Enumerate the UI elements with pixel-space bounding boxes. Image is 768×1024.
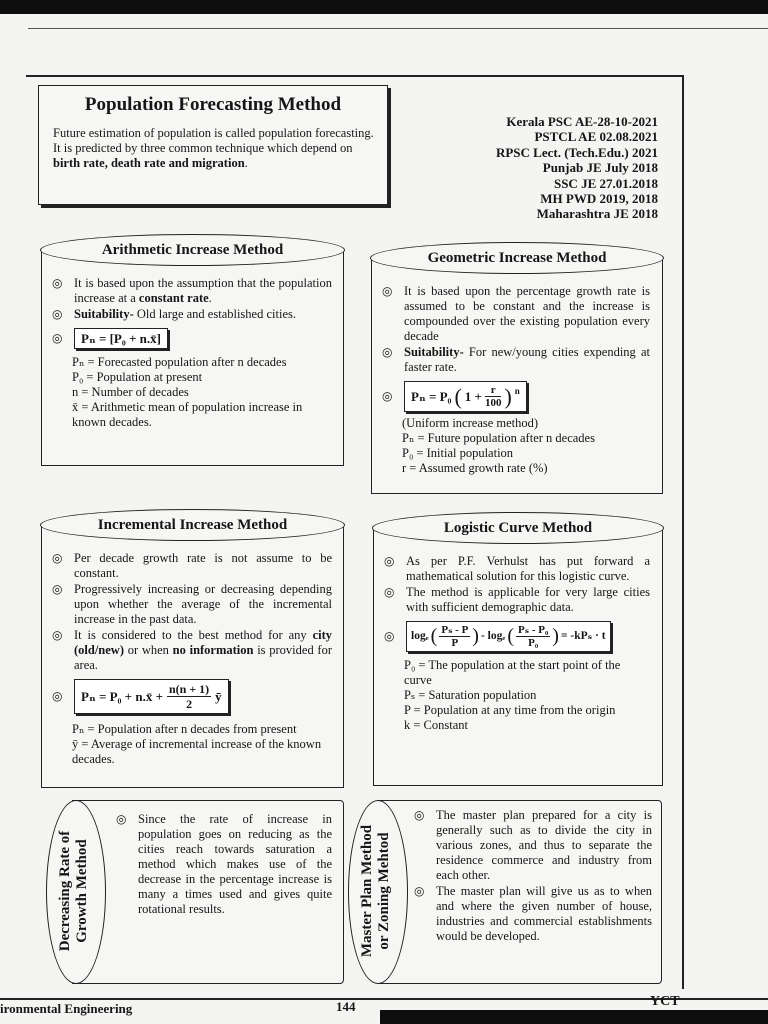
incremental-content [52, 551, 332, 767]
list-item [382, 284, 650, 344]
arithmetic-formula: Pₙ = [P₀ + n.x̄] [74, 328, 168, 349]
footer-page-number: 144 [336, 999, 356, 1014]
list-item [52, 628, 332, 673]
definition: P = Population at any time from the origin [404, 703, 616, 717]
list-item [52, 582, 332, 627]
formula-exponent: n [514, 386, 520, 396]
fraction [485, 384, 502, 409]
fraction-numerator: r [485, 384, 502, 397]
item-text [74, 307, 332, 322]
item-text-a: It is based upon the assumption that the population increase at a [74, 276, 332, 305]
definition: n = Number of decades [72, 385, 189, 399]
incremental-formula [74, 679, 229, 714]
decreasing-label [57, 801, 93, 981]
item-text: Since the rate of increase in population goes on reducing as the cities reach towards saturation a method which makes use of the decrease in the percentage increase is many a times used and gives quite rotational results. [138, 812, 332, 916]
item-bold: Suitability- [74, 307, 134, 321]
geometric-definitions [382, 416, 650, 476]
formula-row [384, 621, 650, 652]
logistic-content [384, 554, 650, 733]
paren-open: ( [507, 625, 515, 647]
definition: P₀ = The population at the start point of the curve [404, 658, 621, 687]
masterplan-label [359, 801, 395, 981]
bullet-icon: ◎ [52, 307, 63, 321]
exam-ref: Maharashtra JE 2018 [536, 206, 658, 222]
bullet-icon: ◎ [414, 808, 425, 822]
list-item [384, 554, 650, 584]
description-line-1: Future estimation of population is called population forecasting. [53, 126, 374, 140]
definition: Pₙ = Future population after n decades [402, 431, 595, 445]
decreasing-label-line1: Decreasing Rate of [57, 830, 73, 952]
bullet-icon: ◎ [384, 585, 395, 599]
geometric-formula [404, 381, 527, 412]
title-box [38, 85, 388, 205]
masterplan-label-line1: Master Plan Method [359, 824, 375, 958]
list-item [384, 585, 650, 615]
description-text: It is predicted by three common technique which depend on [53, 141, 353, 155]
geometric-heading: Geometric Increase Method [370, 242, 664, 274]
item-text: It is based upon the percentage growth rate is assumed to be constant and the increase is compounded over the existing population every decade [404, 284, 650, 343]
paren-open: ( [454, 384, 462, 409]
list-item [52, 551, 332, 581]
title-description [53, 126, 379, 171]
list-item [52, 307, 332, 322]
decreasing-content [116, 812, 332, 918]
arithmetic-heading: Arithmetic Increase Method [40, 234, 345, 266]
item-text [74, 628, 332, 673]
item-text: As per P.F. Verhulst has put forward a mathematical solution for this logistic curve. [406, 554, 650, 583]
bullet-icon: ◎ [384, 629, 395, 643]
fraction-denominator: P [451, 637, 459, 649]
exam-ref: Punjab JE July 2018 [542, 160, 658, 176]
list-item [414, 808, 652, 883]
formula-mid: - logₑ [480, 630, 506, 642]
paren-close: ) [504, 384, 512, 409]
footer-brand: YCT [650, 994, 680, 1009]
description-end: . [244, 156, 248, 170]
item-bold: constant rate [138, 291, 209, 305]
list-item [414, 884, 652, 944]
bullet-icon: ◎ [52, 582, 63, 596]
logistic-heading: Logistic Curve Method [372, 512, 664, 544]
item-text-b: Old large and established cities. [133, 307, 296, 321]
bullet-icon: ◎ [52, 276, 63, 290]
fraction-numerator: Pₛ - P [441, 624, 469, 636]
paren-close: ) [552, 625, 559, 647]
definition: Pₙ = Population after n decades from present [72, 722, 297, 736]
item-text-c: is provided for area. [74, 643, 332, 672]
exam-ref: RPSC Lect. (Tech.Edu.) 2021 [495, 144, 658, 160]
formula-lhs: Pₙ = P₀ + n.x̄ + [81, 689, 163, 704]
definition: x̄ = Arithmetic mean of population increase in known decades. [72, 400, 303, 429]
item-bold: Suitability- [404, 345, 464, 359]
item-text-b: For new/young cities expending at faster rate. [404, 345, 650, 374]
fraction [516, 624, 550, 649]
formula-row [52, 328, 332, 349]
fraction-numerator: n(n + 1) [168, 682, 210, 696]
arithmetic-definitions [52, 355, 332, 430]
fraction-denominator: P₀ [528, 637, 539, 649]
item-text [74, 276, 332, 306]
arithmetic-content [52, 276, 332, 430]
masterplan-label-line2: or Zoning Mehtod [376, 832, 392, 950]
item-text: Per decade growth rate is not assume to be constant. [74, 551, 332, 580]
formula-row [382, 381, 650, 412]
paren-open: ( [430, 625, 438, 647]
bullet-icon: ◎ [382, 389, 393, 403]
item-end: . [208, 291, 212, 305]
bullet-icon: ◎ [52, 331, 63, 345]
definition: r = Assumed growth rate (%) [402, 461, 548, 475]
formula-lhs: Pₙ = P₀ [411, 389, 452, 404]
bullet-icon: ◎ [384, 554, 395, 568]
item-text-a: It is considered to the best method for any [74, 628, 307, 642]
bullet-icon: ◎ [382, 284, 393, 298]
item-bold: no information [172, 643, 254, 657]
item-text [404, 345, 650, 375]
definition: ȳ = Average of incremental increase of the known decades. [72, 737, 322, 766]
exam-ref: SSC JE 27.01.2018 [553, 175, 658, 191]
item-text: Progressively increasing or decreasing depending upon whether the average of the incremental increase in the past data. [74, 582, 332, 626]
fraction [439, 624, 470, 649]
definition: k = Constant [404, 718, 468, 732]
fraction-denominator: 2 [186, 697, 193, 711]
formula-row [52, 679, 332, 714]
logistic-formula [406, 621, 611, 652]
logistic-definitions [384, 658, 650, 733]
fraction [167, 682, 211, 711]
formula-ybar: ȳ [215, 689, 222, 704]
formula-one: 1 + [464, 389, 482, 404]
item-text: The master plan will give us as to when and where the given number of house, industries and commercial establishments would be developed. [436, 884, 652, 943]
geometric-content [382, 284, 650, 476]
list-item [382, 345, 650, 375]
bullet-icon: ◎ [116, 812, 127, 826]
footer-subject: ironmental Engineering [0, 1001, 133, 1016]
exam-ref: Kerala PSC AE-28-10-2021 [506, 114, 658, 129]
description-bold: birth rate, death rate and migration [53, 156, 245, 170]
item-bold: city (old/new) [74, 628, 333, 657]
description-line-2 [53, 141, 379, 171]
incremental-definitions [52, 722, 332, 767]
masterplan-content [414, 808, 652, 945]
footer-black-bar [380, 1010, 768, 1024]
decreasing-label-line2: Growth Method [74, 839, 90, 943]
top-black-bar [0, 0, 768, 14]
bullet-icon: ◎ [52, 628, 63, 642]
list-item [52, 276, 332, 306]
definition: (Uniform increase method) [402, 416, 539, 430]
fraction-denominator: 100 [484, 397, 502, 409]
bullet-icon: ◎ [52, 551, 63, 565]
list-item [116, 812, 332, 917]
exam-ref: PSTCL AE 02.08.2021 [534, 129, 658, 145]
header-rule [28, 28, 768, 29]
exam-references [452, 114, 658, 222]
formula-rhs: = -kPₛ · t [560, 630, 606, 642]
bullet-icon: ◎ [382, 345, 393, 359]
exam-ref: MH PWD 2019, 2018 [540, 191, 658, 207]
paren-close: ) [472, 625, 479, 647]
definition: P₀ = Initial population [402, 446, 514, 460]
incremental-heading: Incremental Increase Method [40, 509, 345, 541]
page-title: Population Forecasting Method [84, 94, 342, 115]
item-text: The master plan prepared for a city is generally such as to divide the city in various zones, and thus to separate the residence commerce and industry from each other. [436, 808, 652, 882]
definition: Pₛ = Saturation population [404, 688, 537, 702]
bullet-icon: ◎ [52, 689, 63, 703]
definition: P₀ = Population at present [72, 370, 203, 384]
fraction-numerator: Pₛ - P₀ [518, 624, 549, 636]
bullet-icon: ◎ [414, 884, 425, 898]
item-text: The method is applicable for very large cities with sufficient demographic data. [406, 585, 650, 614]
formula-log: logₑ [411, 630, 429, 642]
definition: Pₙ = Forecasted population after n decades [72, 355, 287, 369]
item-text-b: or when [124, 643, 169, 657]
